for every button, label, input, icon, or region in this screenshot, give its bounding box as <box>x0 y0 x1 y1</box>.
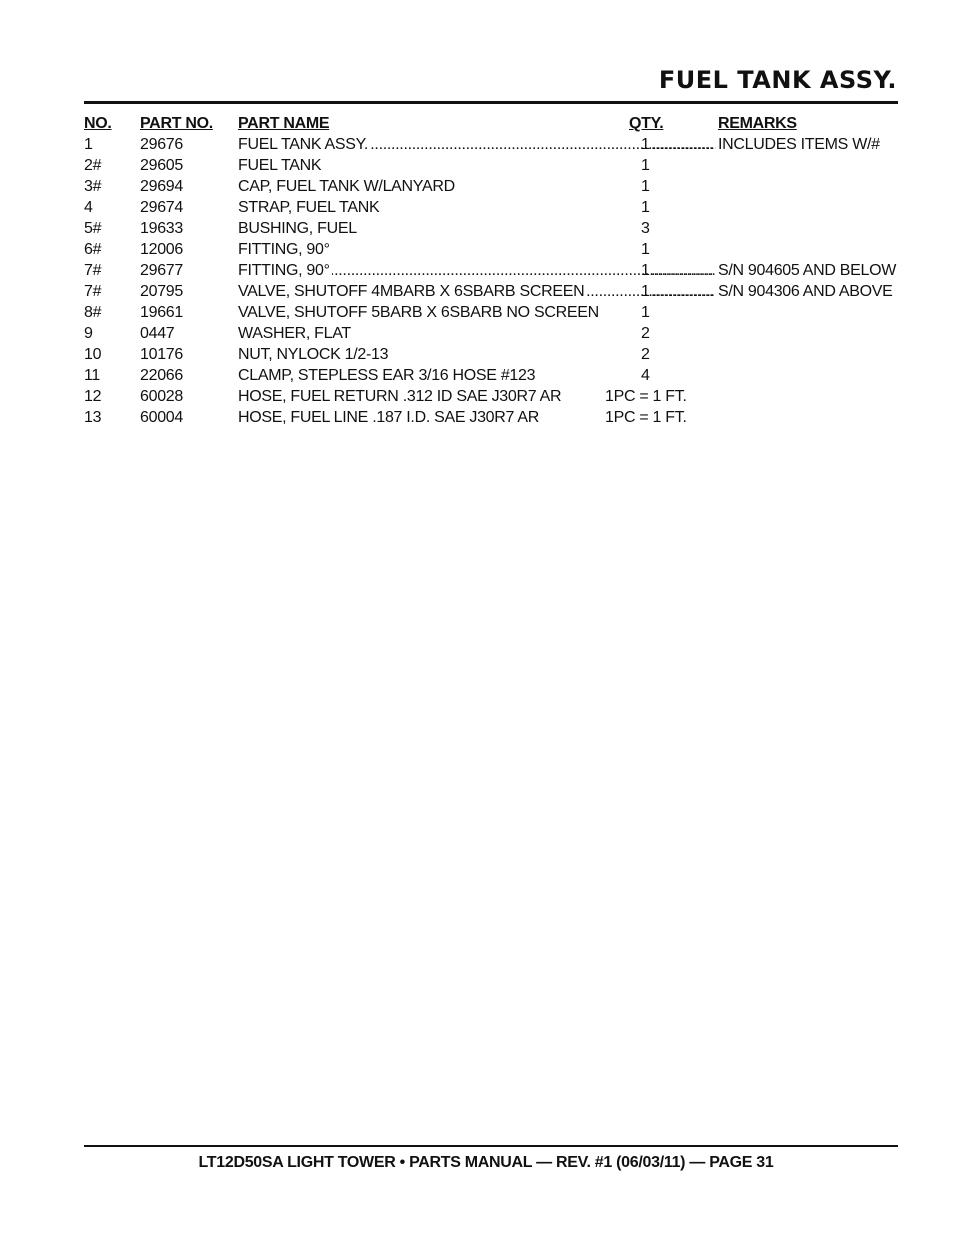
header-part-name: PART NAME <box>238 115 330 132</box>
cell-no: 1 <box>84 136 93 153</box>
table-row <box>84 197 900 218</box>
table-row <box>84 344 900 365</box>
cell-no: 6# <box>84 241 102 258</box>
cell-no: 7# <box>84 283 102 300</box>
cell-part-no: 19661 <box>140 304 183 321</box>
cell-part-no: 20795 <box>140 283 183 300</box>
cell-part-no: 10176 <box>140 346 183 363</box>
cell-qty: 2 <box>641 325 650 342</box>
cell-no: 2# <box>84 157 102 174</box>
cell-qty: 1 <box>641 199 650 216</box>
cell-remarks: INCLUDES ITEMS W/# <box>718 136 880 153</box>
cell-part-no: 60004 <box>140 409 183 426</box>
cell-qty: 3 <box>641 220 650 237</box>
table-row <box>84 260 900 281</box>
cell-part-name: CAP, FUEL TANK W/LANYARD <box>238 178 455 195</box>
leader-dots <box>651 260 714 281</box>
table-row <box>84 407 900 428</box>
cell-no: 8# <box>84 304 102 321</box>
cell-qty: 1PC = 1 FT. <box>605 388 687 405</box>
cell-part-name: HOSE, FUEL LINE .187 I.D. SAE J30R7 AR <box>238 409 540 426</box>
cell-qty: 1 <box>641 283 650 300</box>
cell-part-no: 29605 <box>140 157 183 174</box>
cell-part-name: VALVE, SHUTOFF 5BARB X 6SBARB NO SCREEN <box>238 304 599 321</box>
cell-no: 7# <box>84 262 102 279</box>
cell-no: 12 <box>84 388 102 405</box>
cell-qty: 1 <box>641 178 650 195</box>
table-row <box>84 302 900 323</box>
cell-no: 13 <box>84 409 102 426</box>
cell-part-name: BUSHING, FUEL <box>238 220 357 237</box>
cell-part-no: 22066 <box>140 367 183 384</box>
table-row <box>84 134 900 155</box>
cell-no: 4 <box>84 199 93 216</box>
cell-part-no: 29677 <box>140 262 183 279</box>
cell-part-no: 0447 <box>140 325 175 342</box>
cell-part-name: VALVE, SHUTOFF 4MBARB X 6SBARB SCREEN <box>238 283 585 300</box>
table-row <box>84 218 900 239</box>
cell-remarks: S/N 904306 AND ABOVE <box>718 283 893 300</box>
cell-no: 3# <box>84 178 102 195</box>
footer-text: LT12D50SA LIGHT TOWER • PARTS MANUAL — REV. #1 (06/03/11) — PAGE 31 <box>198 1154 774 1171</box>
cell-part-name: CLAMP, STEPLESS EAR 3/16 HOSE #123 <box>238 367 536 384</box>
cell-part-no: 60028 <box>140 388 183 405</box>
table-row <box>84 176 900 197</box>
cell-no: 10 <box>84 346 102 363</box>
header-rule <box>84 101 898 104</box>
header-no: NO. <box>84 115 112 132</box>
cell-part-no: 19633 <box>140 220 183 237</box>
header-qty: QTY. <box>629 115 664 132</box>
header-part-no: PART NO. <box>140 115 213 132</box>
table-row <box>84 365 900 386</box>
table-row <box>84 281 900 302</box>
cell-qty: 1PC = 1 FT. <box>605 409 687 426</box>
cell-no: 9 <box>84 325 93 342</box>
cell-qty: 1 <box>641 262 650 279</box>
cell-qty: 1 <box>641 157 650 174</box>
header-remarks: REMARKS <box>718 115 797 132</box>
cell-part-name: HOSE, FUEL RETURN .312 ID SAE J30R7 AR <box>238 388 562 405</box>
cell-part-name: FUEL TANK ASSY. <box>238 136 369 153</box>
cell-no: 11 <box>84 367 101 384</box>
cell-part-name: FITTING, 90° <box>238 241 330 258</box>
table-row <box>84 386 900 407</box>
cell-remarks: S/N 904605 AND BELOW <box>718 262 897 279</box>
cell-part-no: 29676 <box>140 136 183 153</box>
cell-part-name: NUT, NYLOCK 1/2-13 <box>238 346 389 363</box>
cell-part-name: WASHER, FLAT <box>238 325 351 342</box>
table-row <box>84 239 900 260</box>
table-row <box>84 323 900 344</box>
cell-qty: 1 <box>641 304 650 321</box>
leader-dots <box>651 134 714 155</box>
table-header-row <box>84 113 900 134</box>
cell-part-name: STRAP, FUEL TANK <box>238 199 380 216</box>
page-footer <box>0 1152 954 1174</box>
cell-qty: 1 <box>641 241 650 258</box>
cell-qty: 1 <box>641 136 650 153</box>
cell-part-name: FITTING, 90° <box>238 262 330 279</box>
cell-no: 5# <box>84 220 102 237</box>
footer-rule <box>84 1145 898 1147</box>
cell-part-no: 29674 <box>140 199 183 216</box>
cell-qty: 2 <box>641 346 650 363</box>
leader-dots <box>651 281 714 302</box>
page-title: FUEL TANK ASSY. <box>658 66 897 94</box>
parts-table <box>84 113 900 428</box>
cell-part-name: FUEL TANK <box>238 157 322 174</box>
cell-part-no: 12006 <box>140 241 183 258</box>
table-row <box>84 155 900 176</box>
cell-part-no: 29694 <box>140 178 183 195</box>
cell-qty: 4 <box>641 367 650 384</box>
